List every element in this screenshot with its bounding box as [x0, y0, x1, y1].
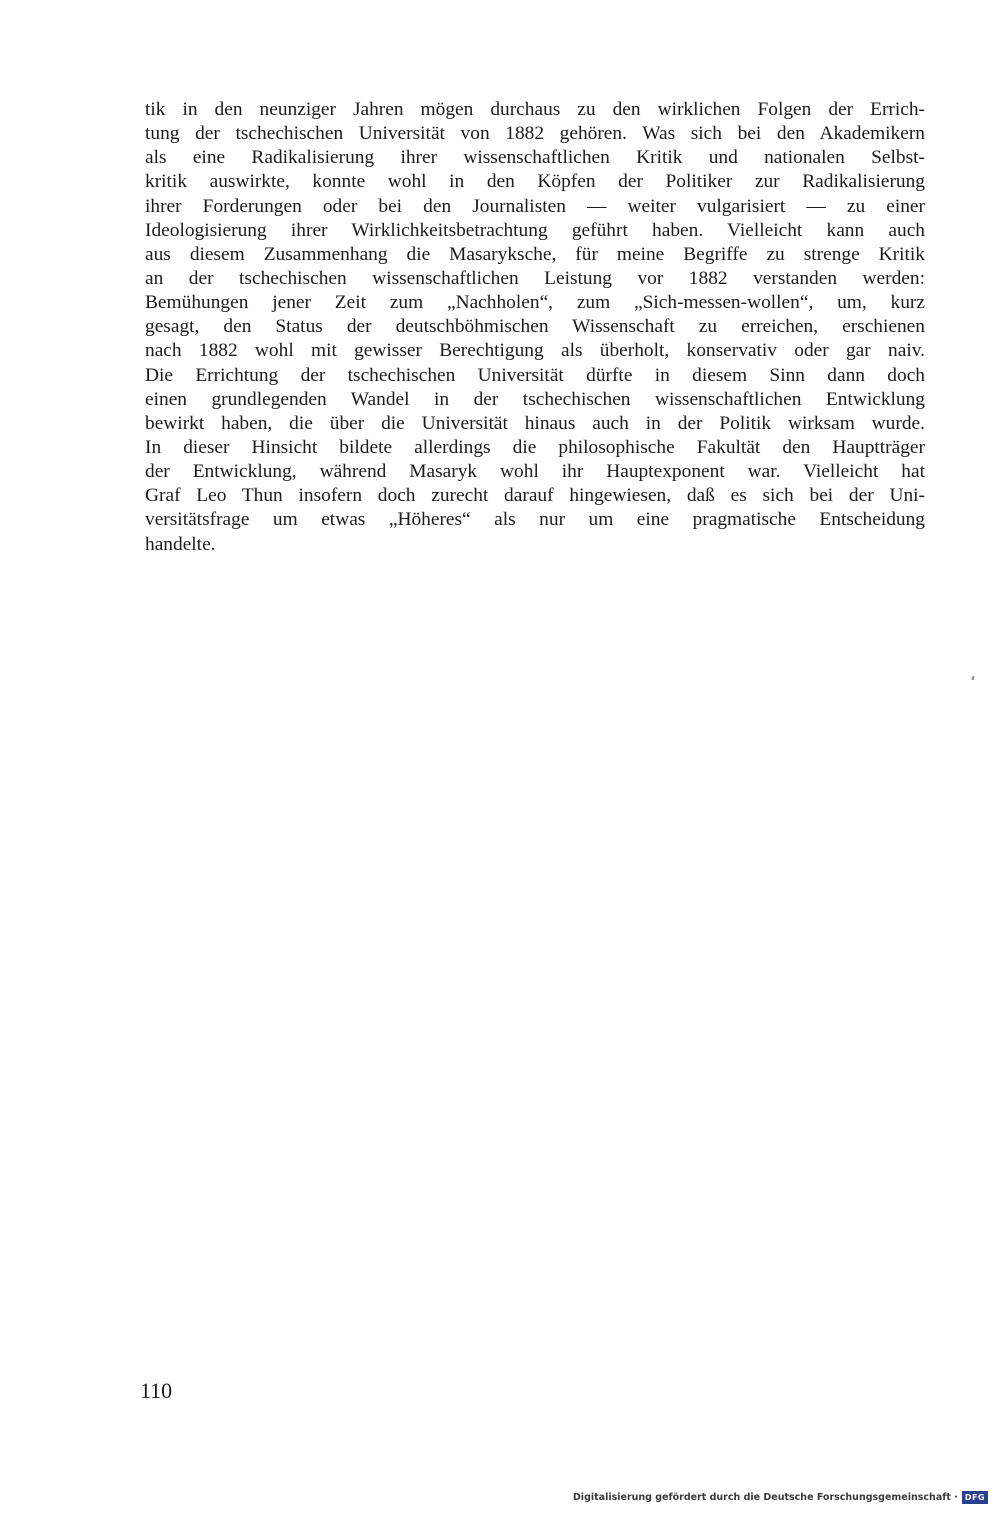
text-line: In dieser Hinsicht bildete allerdings die philosophische Fakultät den Hauptträger: [145, 436, 925, 458]
text-line: bewirkt haben, die über die Universität hinaus auch in der Politik wirksam wurde.: [145, 412, 925, 434]
text-line: einen grundlegenden Wandel in der tschechischen wissenschaftlichen Entwicklung: [145, 388, 925, 410]
scan-speck: [971, 676, 974, 680]
text-line: ihrer Forderungen oder bei den Journalisten — weiter vulgarisiert — zu einer: [145, 195, 925, 217]
text-line: Ideologisierung ihrer Wirklichkeitsbetrachtung geführt haben. Vielleicht kann auch: [145, 219, 925, 241]
text-line: kritik auswirkte, konnte wohl in den Köpfen der Politiker zur Radikalisierung: [145, 171, 925, 193]
text-line: an der tschechischen wissenschaftlichen Leistung vor 1882 verstanden werden:: [145, 267, 925, 289]
text-line: Graf Leo Thun insofern doch zurecht darauf hingewiesen, daß es sich bei der Uni-: [145, 485, 925, 507]
text-line: als eine Radikalisierung ihrer wissenschaftlichen Kritik und nationalen Selbst-: [145, 147, 925, 169]
dfg-logo-icon: DFG: [962, 1491, 988, 1504]
text-line: tik in den neunziger Jahren mögen durchaus zu den wirklichen Folgen der Errich-: [145, 99, 925, 120]
text-line: versitätsfrage um etwas „Höheres“ als nur um eine pragmatische Entscheidung: [145, 509, 925, 531]
page-number: 110: [140, 1378, 173, 1403]
text-line: tung der tschechischen Universität von 1882 gehören. Was sich bei den Akademikern: [145, 123, 925, 145]
text-line: aus diesem Zusammenhang die Masaryksche, für meine Begriffe zu strenge Kritik: [145, 243, 925, 265]
text-line: Bemühungen jener Zeit zum „Nachholen“, zum „Sich-messen-wollen“, um, kurz: [145, 292, 925, 314]
body-text: [145, 98, 925, 557]
text-line: handelte.: [145, 533, 216, 555]
text-line: nach 1882 wohl mit gewisser Berechtigung als überholt, konservativ oder gar naiv.: [145, 340, 925, 362]
digitization-footer: [573, 1491, 988, 1504]
text-line: Die Errichtung der tschechischen Universität dürfte in diesem Sinn dann doch: [145, 364, 925, 386]
footer-text: Digitalisierung gefördert durch die Deutsche Forschungsgemeinschaft ·: [572, 1492, 958, 1503]
text-line: der Entwicklung, während Masaryk wohl ihr Hauptexponent war. Vielleicht hat: [145, 461, 925, 483]
text-line: gesagt, den Status der deutschböhmischen Wissenschaft zu erreichen, erschienen: [145, 316, 925, 338]
